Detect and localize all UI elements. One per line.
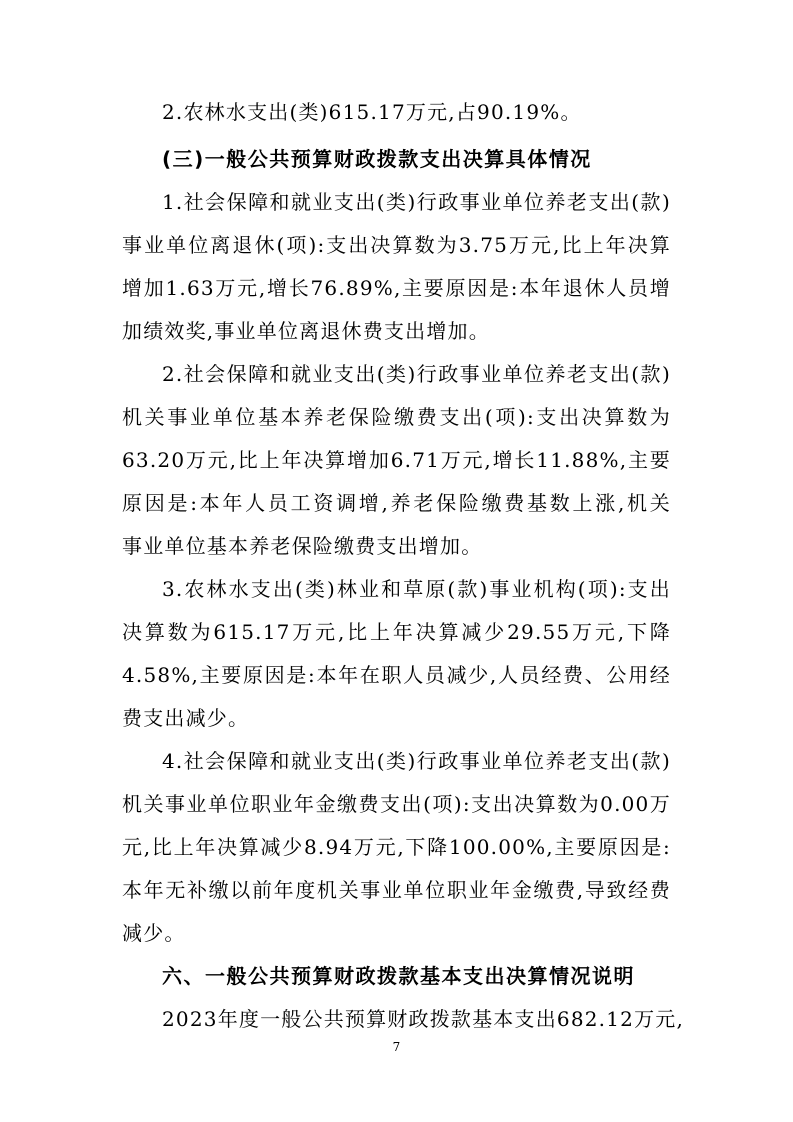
paragraph-line: 减少。 xyxy=(122,921,186,945)
page-number: 7 xyxy=(392,1040,401,1054)
item-2-text: 2.农林水支出(类)615.17万元,占90.19%。 xyxy=(162,100,582,124)
paragraph-line: 3.农林水支出(类)林业和草原(款)事业机构(项):支出 xyxy=(162,577,671,601)
paragraph-line: 4.58%,主要原因是:本年在职人员减少,人员经费、公用经 xyxy=(122,663,671,687)
paragraph-line: 元,比上年决算减少8.94万元,下降100.00%,主要原因是: xyxy=(122,835,671,859)
paragraph-line: 2023年度一般公共预算财政拨款基本支出682.12万元, xyxy=(162,1007,685,1031)
paragraph-line: 费支出减少。 xyxy=(122,706,250,730)
paragraph-line: 2.社会保障和就业支出(类)行政事业单位养老支出(款) xyxy=(162,362,671,386)
paragraph-line: 本年无补缴以前年度机关事业单位职业年金缴费,导致经费 xyxy=(122,878,671,902)
paragraph-line: 机关事业单位职业年金缴费支出(项):支出决算数为0.00万 xyxy=(122,792,671,816)
paragraph-line: 机关事业单位基本养老保险缴费支出(项):支出决算数为 xyxy=(122,405,671,429)
paragraph-line: 1.社会保障和就业支出(类)行政事业单位养老支出(款) xyxy=(162,190,671,214)
paragraph-line: 决算数为615.17万元,比上年决算减少29.55万元,下降 xyxy=(122,620,671,644)
paragraph-line: 事业单位离退休(项):支出决算数为3.75万元,比上年决算 xyxy=(122,233,671,257)
paragraph-line: 4.社会保障和就业支出(类)行政事业单位养老支出(款) xyxy=(162,749,671,773)
section-3-heading: (三)一般公共预算财政拨款支出决算具体情况 xyxy=(162,147,592,171)
paragraph-line: 加绩效奖,事业单位离退休费支出增加。 xyxy=(122,319,490,343)
paragraph-line: 增加1.63万元,增长76.89%,主要原因是:本年退休人员增 xyxy=(122,276,671,300)
paragraph-line: 63.20万元,比上年决算增加6.71万元,增长11.88%,主要 xyxy=(122,448,671,472)
section-6-heading: 六、一般公共预算财政拨款基本支出决算情况说明 xyxy=(162,964,635,988)
paragraph-line: 事业单位基本养老保险缴费支出增加。 xyxy=(122,534,483,558)
paragraph-line: 原因是:本年人员工资调增,养老保险缴费基数上涨,机关 xyxy=(122,491,671,515)
